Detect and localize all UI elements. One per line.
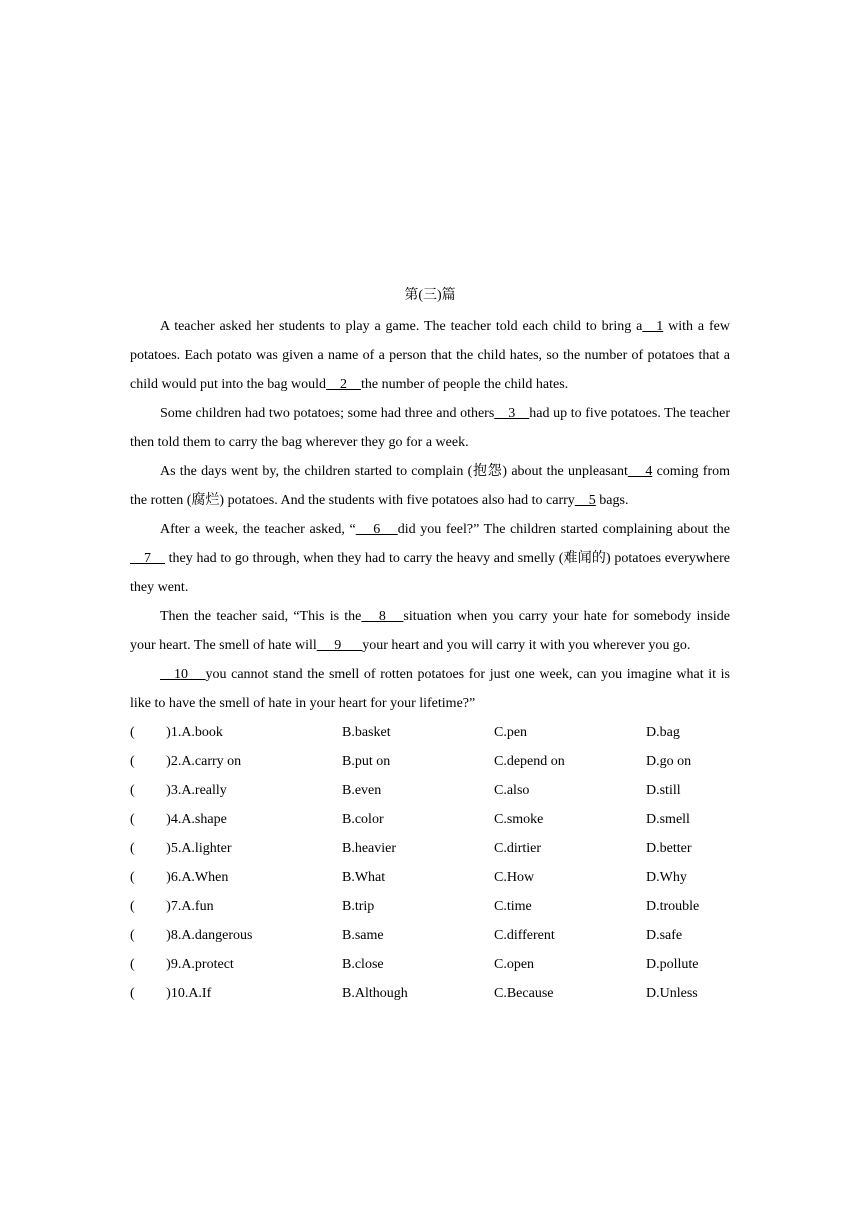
question-row: [130, 834, 730, 863]
option-d: D.smell: [646, 812, 690, 827]
answer-blank: 1: [642, 319, 664, 334]
option-d: D.better: [646, 841, 692, 856]
passage-paragraph: [130, 399, 730, 457]
passage-text: coming from the rotten (腐烂) potatoes. And the students with five potatoes also had to carry: [130, 464, 730, 508]
option-b: B.Although: [342, 986, 408, 1001]
passage-text: bags.: [595, 493, 629, 508]
option-b: B.What: [342, 870, 386, 885]
passage-text: your heart and you will carry it with you wherever you go.: [362, 638, 691, 653]
option-b: B.even: [342, 783, 382, 798]
question-row: [130, 892, 730, 921]
section-title: 第(三)篇: [404, 288, 456, 303]
passage: [130, 312, 730, 718]
passage-text: After a week, the teacher asked, “: [160, 522, 356, 537]
question-row: [130, 805, 730, 834]
question-number-option-a: ( )4.A.shape: [130, 812, 227, 827]
option-d: D.safe: [646, 928, 683, 943]
answer-blank: 4: [627, 464, 653, 479]
passage-paragraph: [130, 515, 730, 602]
question-row: [130, 979, 730, 1008]
option-c: C.dirtier: [494, 841, 542, 856]
question-number-option-a: ( )7.A.fun: [130, 899, 214, 914]
answer-blank: 10: [160, 667, 206, 682]
answer-blank: 5: [574, 493, 596, 508]
option-c: C.also: [494, 783, 530, 798]
answer-blank: 3: [494, 406, 530, 421]
answer-blank: 9: [316, 638, 363, 653]
document-page: [130, 284, 730, 1008]
passage-text: the number of people the child hates.: [360, 377, 569, 392]
option-b: B.put on: [342, 754, 391, 769]
answer-blank: 6: [355, 522, 398, 537]
option-c: C.depend on: [494, 754, 565, 769]
question-row: [130, 921, 730, 950]
question-row: [130, 950, 730, 979]
passage-text: situation when you carry your hate for somebody inside your heart. The smell of hate will: [130, 609, 731, 653]
question-row: [130, 863, 730, 892]
question-number-option-a: ( )8.A.dangerous: [130, 928, 253, 943]
option-d: D.Why: [646, 870, 687, 885]
option-b: B.same: [342, 928, 384, 943]
passage-text: with a few potatoes. Each potato was given a name of a person that the child hates, so the number of potatoes that a child would put into the bag would: [130, 319, 730, 392]
option-c: C.How: [494, 870, 535, 885]
question-row: [130, 776, 730, 805]
option-d: D.still: [646, 783, 681, 798]
option-b: B.color: [342, 812, 384, 827]
option-c: C.Because: [494, 986, 554, 1001]
passage-text: Then the teacher said, “This is the: [160, 609, 362, 624]
question-number-option-a: ( )6.A.When: [130, 870, 229, 885]
question-row: [130, 747, 730, 776]
passage-paragraph: [130, 312, 730, 399]
passage-text: they had to go through, when they had to carry the heavy and smelly (难闻的) potatoes everywhere they went.: [130, 551, 730, 595]
option-b: B.close: [342, 957, 384, 972]
passage-text: A teacher asked her students to play a game. The teacher told each child to bring a: [160, 319, 643, 334]
option-d: D.trouble: [646, 899, 700, 914]
passage-text: Some children had two potatoes; some had three and others: [160, 406, 495, 421]
option-b: B.basket: [342, 725, 391, 740]
passage-text: you cannot stand the smell of rotten potatoes for just one week, can you imagine what it is like to have the smell of hate in your heart for your lifetime?”: [130, 667, 730, 711]
option-d: D.pollute: [646, 957, 699, 972]
option-c: C.different: [494, 928, 555, 943]
question-number-option-a: ( )10.A.If: [130, 986, 212, 1001]
option-c: C.smoke: [494, 812, 544, 827]
option-d: D.go on: [646, 754, 692, 769]
question-number-option-a: ( )9.A.protect: [130, 957, 234, 972]
passage-text: As the days went by, the children started to complain (抱怨) about the unpleasant: [160, 464, 628, 479]
answer-blank: 7: [130, 551, 165, 566]
question-number-option-a: ( )2.A.carry on: [130, 754, 242, 769]
passage-paragraph: [130, 660, 730, 718]
question-number-option-a: ( )1.A.book: [130, 725, 223, 740]
passage-paragraph: [130, 602, 730, 660]
option-b: B.heavier: [342, 841, 397, 856]
passage-text: did you feel?” The children started complaining about the: [397, 522, 730, 537]
question-row: [130, 718, 730, 747]
option-c: C.open: [494, 957, 535, 972]
option-c: C.pen: [494, 725, 528, 740]
question-number-option-a: ( )3.A.really: [130, 783, 227, 798]
passage-paragraph: [130, 457, 730, 515]
question-list: [130, 718, 730, 1008]
option-d: D.bag: [646, 725, 680, 740]
option-d: D.Unless: [646, 986, 698, 1001]
passage-text: had up to five potatoes. The teacher then told them to carry the bag wherever they go for a week.: [130, 406, 730, 450]
answer-blank: 2: [325, 377, 361, 392]
answer-blank: 8: [361, 609, 404, 624]
question-number-option-a: ( )5.A.lighter: [130, 841, 232, 856]
option-b: B.trip: [342, 899, 375, 914]
option-c: C.time: [494, 899, 532, 914]
